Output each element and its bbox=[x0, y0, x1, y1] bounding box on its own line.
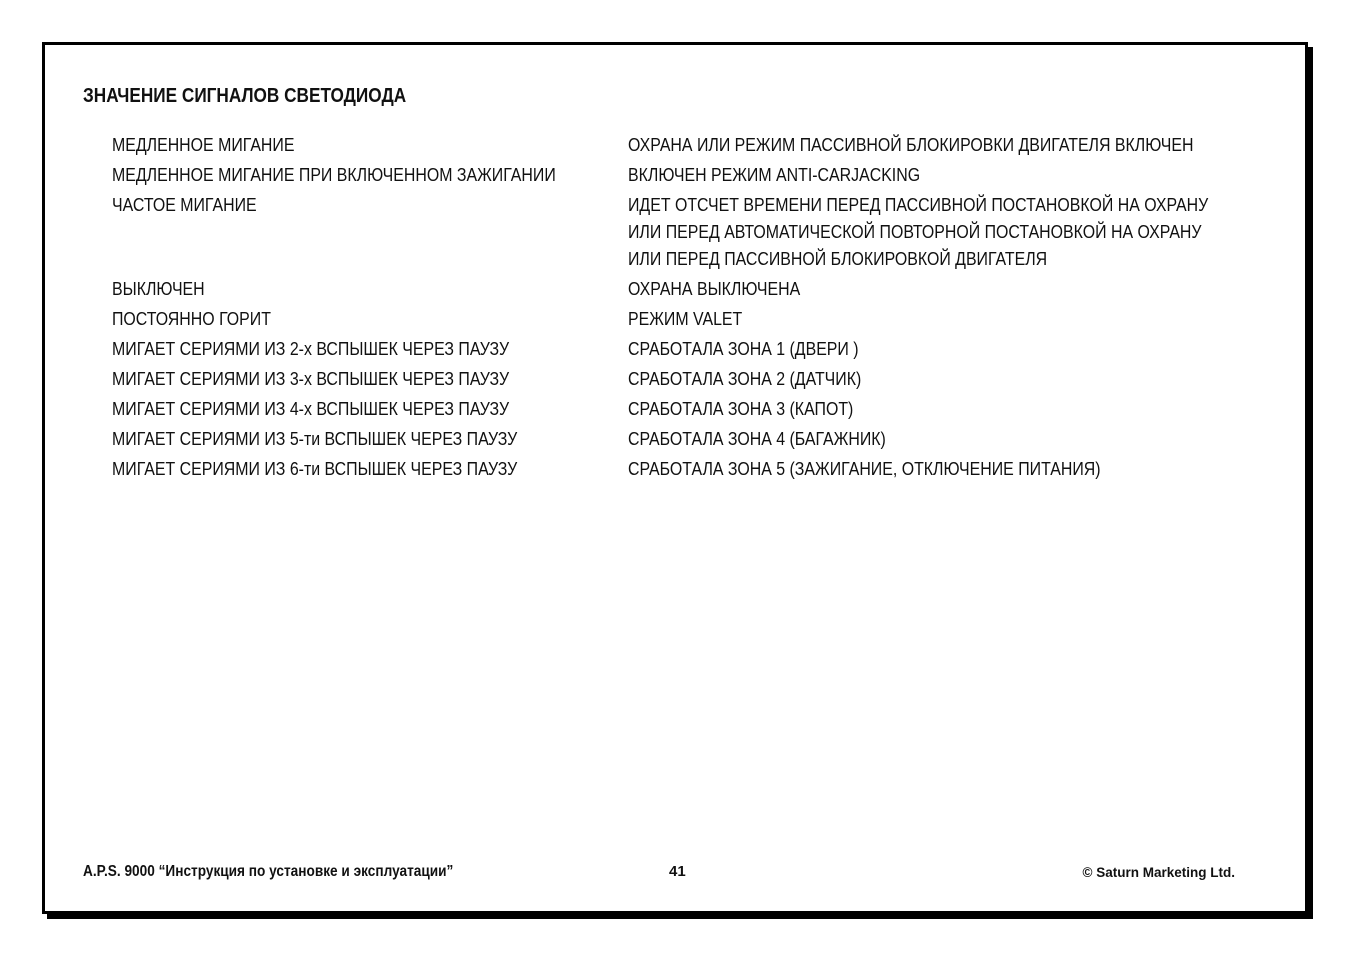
document-page bbox=[42, 42, 1308, 914]
signal-pattern-text: МИГАЕТ СЕРИЯМИ ИЗ 3-х ВСПЫШЕК ЧЕРЕЗ ПАУЗУ bbox=[112, 368, 510, 389]
footer-page-number: 41 bbox=[669, 863, 686, 880]
signal-pattern bbox=[112, 191, 628, 218]
signal-pattern-text: МЕДЛЕННОЕ МИГАНИЕ bbox=[112, 134, 295, 155]
signal-pattern bbox=[112, 131, 628, 158]
footer-copyright: © Saturn Marketing Ltd. bbox=[1082, 865, 1235, 880]
signal-pattern bbox=[112, 275, 628, 302]
signal-pattern-text: ВЫКЛЮЧЕН bbox=[112, 278, 205, 299]
signal-meaning-line bbox=[628, 161, 1272, 188]
signal-pattern bbox=[112, 161, 628, 188]
signal-pattern bbox=[112, 305, 628, 332]
signal-pattern-text: МИГАЕТ СЕРИЯМИ ИЗ 2-х ВСПЫШЕК ЧЕРЕЗ ПАУЗУ bbox=[112, 338, 510, 359]
signal-meaning-text: ИЛИ ПЕРЕД АВТОМАТИЧЕСКОЙ ПОВТОРНОЙ ПОСТАНОВКОЙ НА ОХРАНУ bbox=[628, 221, 1202, 242]
signal-meaning bbox=[628, 395, 1272, 422]
footer-document-title: A.P.S. 9000 “Инструкция по установке и эксплуатации” bbox=[83, 863, 454, 880]
signal-meaning bbox=[628, 275, 1272, 302]
signal-row bbox=[112, 335, 1272, 362]
signal-meaning bbox=[628, 425, 1272, 452]
signal-meaning-line bbox=[628, 395, 1272, 422]
signal-row bbox=[112, 131, 1272, 158]
signal-pattern bbox=[112, 365, 628, 392]
signal-row bbox=[112, 455, 1272, 482]
row-spacer bbox=[112, 482, 1272, 485]
signal-meaning bbox=[628, 191, 1303, 272]
signal-meaning-text: ИДЕТ ОТСЧЕТ ВРЕМЕНИ ПЕРЕД ПАССИВНОЙ ПОСТАНОВКОЙ НА ОХРАНУ bbox=[628, 194, 1209, 215]
signal-row bbox=[112, 305, 1272, 332]
led-signal-table bbox=[112, 131, 1272, 485]
signal-meaning-line bbox=[628, 305, 1272, 332]
signal-meaning bbox=[628, 131, 1286, 158]
signal-meaning-line bbox=[628, 245, 1303, 272]
signal-pattern-text: МИГАЕТ СЕРИЯМИ ИЗ 6-ти ВСПЫШЕК ЧЕРЕЗ ПАУЗУ bbox=[112, 458, 518, 479]
signal-meaning-line bbox=[628, 275, 1272, 302]
signal-meaning-line bbox=[628, 365, 1272, 392]
signal-meaning-text: СРАБОТАЛА ЗОНА 2 (ДАТЧИК) bbox=[628, 368, 862, 389]
signal-meaning-line bbox=[628, 191, 1303, 218]
signal-meaning-line bbox=[628, 218, 1303, 245]
signal-row bbox=[112, 395, 1272, 422]
signal-pattern bbox=[112, 335, 628, 362]
signal-pattern-text: МИГАЕТ СЕРИЯМИ ИЗ 5-ти ВСПЫШЕК ЧЕРЕЗ ПАУЗУ bbox=[112, 428, 518, 449]
signal-row bbox=[112, 275, 1272, 302]
signal-meaning-text: ВКЛЮЧЕН РЕЖИМ ANTI-CARJACKING bbox=[628, 164, 921, 185]
signal-row bbox=[112, 425, 1272, 452]
signal-meaning bbox=[628, 365, 1272, 392]
signal-meaning-line bbox=[628, 425, 1272, 452]
signal-meaning-text: СРАБОТАЛА ЗОНА 4 (БАГАЖНИК) bbox=[628, 428, 886, 449]
signal-pattern bbox=[112, 425, 628, 452]
signal-pattern-text: МИГАЕТ СЕРИЯМИ ИЗ 4-х ВСПЫШЕК ЧЕРЕЗ ПАУЗУ bbox=[112, 398, 510, 419]
signal-meaning-line bbox=[628, 455, 1272, 482]
signal-pattern bbox=[112, 395, 628, 422]
signal-row bbox=[112, 161, 1272, 188]
signal-row bbox=[112, 365, 1272, 392]
signal-pattern-text: ПОСТОЯННО ГОРИТ bbox=[112, 308, 271, 329]
signal-meaning bbox=[628, 335, 1272, 362]
page-title: ЗНАЧЕНИЕ СИГНАЛОВ СВЕТОДИОДА bbox=[83, 85, 407, 107]
signal-pattern-text: МЕДЛЕННОЕ МИГАНИЕ ПРИ ВКЛЮЧЕННОМ ЗАЖИГАНИИ bbox=[112, 164, 556, 185]
signal-pattern-text: ЧАСТОЕ МИГАНИЕ bbox=[112, 194, 257, 215]
signal-meaning-line bbox=[628, 131, 1286, 158]
signal-meaning bbox=[628, 161, 1272, 188]
signal-meaning-text: РЕЖИМ VALET bbox=[628, 308, 743, 329]
signal-meaning-text: ИЛИ ПЕРЕД ПАССИВНОЙ БЛОКИРОВКОЙ ДВИГАТЕЛЯ bbox=[628, 248, 1048, 269]
signal-row bbox=[112, 191, 1272, 272]
signal-meaning bbox=[628, 305, 1272, 332]
signal-meaning-text: СРАБОТАЛА ЗОНА 5 (ЗАЖИГАНИЕ, ОТКЛЮЧЕНИЕ ПИТАНИЯ) bbox=[628, 458, 1101, 479]
signal-meaning-text: ОХРАНА ИЛИ РЕЖИМ ПАССИВНОЙ БЛОКИРОВКИ ДВИГАТЕЛЯ ВКЛЮЧЕН bbox=[628, 134, 1194, 155]
signal-pattern bbox=[112, 455, 628, 482]
signal-meaning-text: СРАБОТАЛА ЗОНА 3 (КАПОТ) bbox=[628, 398, 854, 419]
signal-meaning-line bbox=[628, 335, 1272, 362]
signal-meaning-text: СРАБОТАЛА ЗОНА 1 (ДВЕРИ ) bbox=[628, 338, 859, 359]
signal-meaning-text: ОХРАНА ВЫКЛЮЧЕНА bbox=[628, 278, 801, 299]
signal-meaning bbox=[628, 455, 1272, 482]
